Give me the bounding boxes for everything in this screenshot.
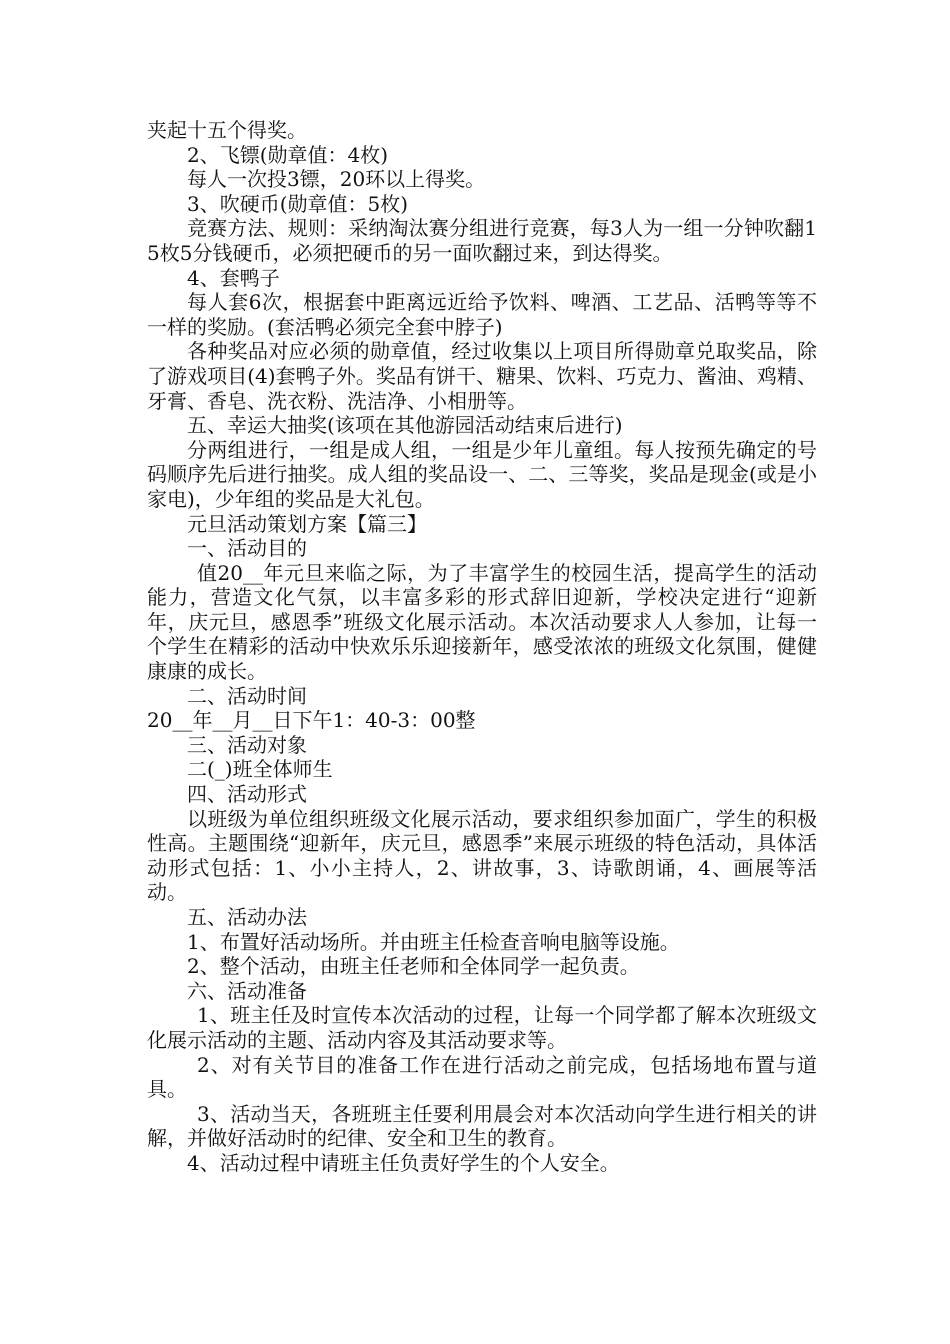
document-body: [147, 118, 817, 1176]
heading-method: 五、活动办法: [187, 905, 307, 929]
item-duck-heading: 4、套鸭子: [187, 265, 280, 290]
lucky-draw-paragraph: 分两组进行，一组是成人组，一组是少年儿童组。每人按预先确定的号码顺序先后进行抽奖。成人组的奖品设一、二、三等奖，奖品是现金(或是小家电)，少年组的奖品是大礼包。: [147, 437, 817, 511]
item-darts-heading: 2、飞镖(勋章值：4枚): [187, 142, 389, 167]
item-duck-rule: 每人套6次，根据套中距离远近给予饮料、啤酒、工艺品、活鸭等等不一样的奖励。(套活鸭必须完全套中脖子): [147, 290, 817, 339]
audience-paragraph: 二(_)班全体师生: [187, 757, 333, 782]
item-darts-rule: 每人一次投3镖，20环以上得奖。: [187, 167, 486, 192]
method-item-1: 1、布置好活动场所。并由班主任检查音响电脑等设施。: [187, 929, 680, 954]
paragraph-continuation: 夹起十五个得奖。: [147, 118, 307, 142]
lucky-draw-heading: 五、幸运大抽奖(该项在其他游园活动结束后进行): [187, 413, 623, 438]
purpose-paragraph: 值20__年元旦来临之际，为了丰富学生的校园生活，提高学生的活动能力，营造文化气氛，以丰富多彩的形式辞旧迎新，学校决定进行“迎新年，庆元旦，感恩季”班级文化展示活动。本次活动要求人人参加，让每一个学生在精彩的活动中快欢乐乐迎接新年，感受浓浓的班级文化氛围，健健康康的成长。: [147, 560, 817, 684]
item-coin-heading: 3、吹硬币(勋章值：5枚): [187, 191, 409, 216]
heading-audience: 三、活动对象: [187, 732, 307, 757]
method-item-2: 2、整个活动，由班主任老师和全体同学一起负责。: [187, 954, 640, 979]
section-title-part-three: 元旦活动策划方案【篇三】: [187, 511, 427, 536]
time-paragraph: 20__年__月__日下午1：40-3：00整: [147, 708, 476, 733]
heading-format: 四、活动形式: [187, 782, 307, 807]
prize-exchange-paragraph: 各种奖品对应必须的勋章值，经过收集以上项目所得勋章兑取奖品，除了游戏项目(4)套鸭子外。奖品有饼干、糖果、饮料、巧克力、酱油、鸡精、牙膏、香皂、洗衣粉、洗洁净、小相册等。: [147, 339, 817, 413]
heading-time: 二、活动时间: [187, 683, 307, 708]
item-coin-rule: 竞赛方法、规则：采纳淘汰赛分组进行竞赛，每3人为一组一分钟吹翻15枚5分钱硬币，必须把硬币的另一面吹翻过来，到达得奖。: [147, 216, 817, 265]
preparation-item-3: 3、活动当天，各班班主任要利用晨会对本次活动向学生进行相关的讲解，并做好活动时的纪律、安全和卫生的教育。: [147, 1101, 817, 1151]
format-paragraph: 以班级为单位组织班级文化展示活动，要求组织参加面广，学生的积极性高。主题围绕“迎新年，庆元旦，感恩季”来展示班级的特色活动，具体活动形式包括：1、小小主持人，2、讲故事，3、诗歌朗诵，4、画展等活动。: [147, 806, 817, 905]
heading-purpose: 一、活动目的: [187, 536, 307, 561]
preparation-item-1: 1、班主任及时宣传本次活动的过程，让每一个同学都了解本次班级文化展示活动的主题、活动内容及其活动要求等。: [147, 1003, 817, 1052]
preparation-item-4: 4、活动过程中请班主任负责好学生的个人安全。: [187, 1150, 620, 1175]
heading-preparation: 六、活动准备: [187, 978, 307, 1003]
preparation-item-2: 2、对有关节目的准备工作在进行活动之前完成，包括场地布置与道具。: [147, 1052, 817, 1102]
